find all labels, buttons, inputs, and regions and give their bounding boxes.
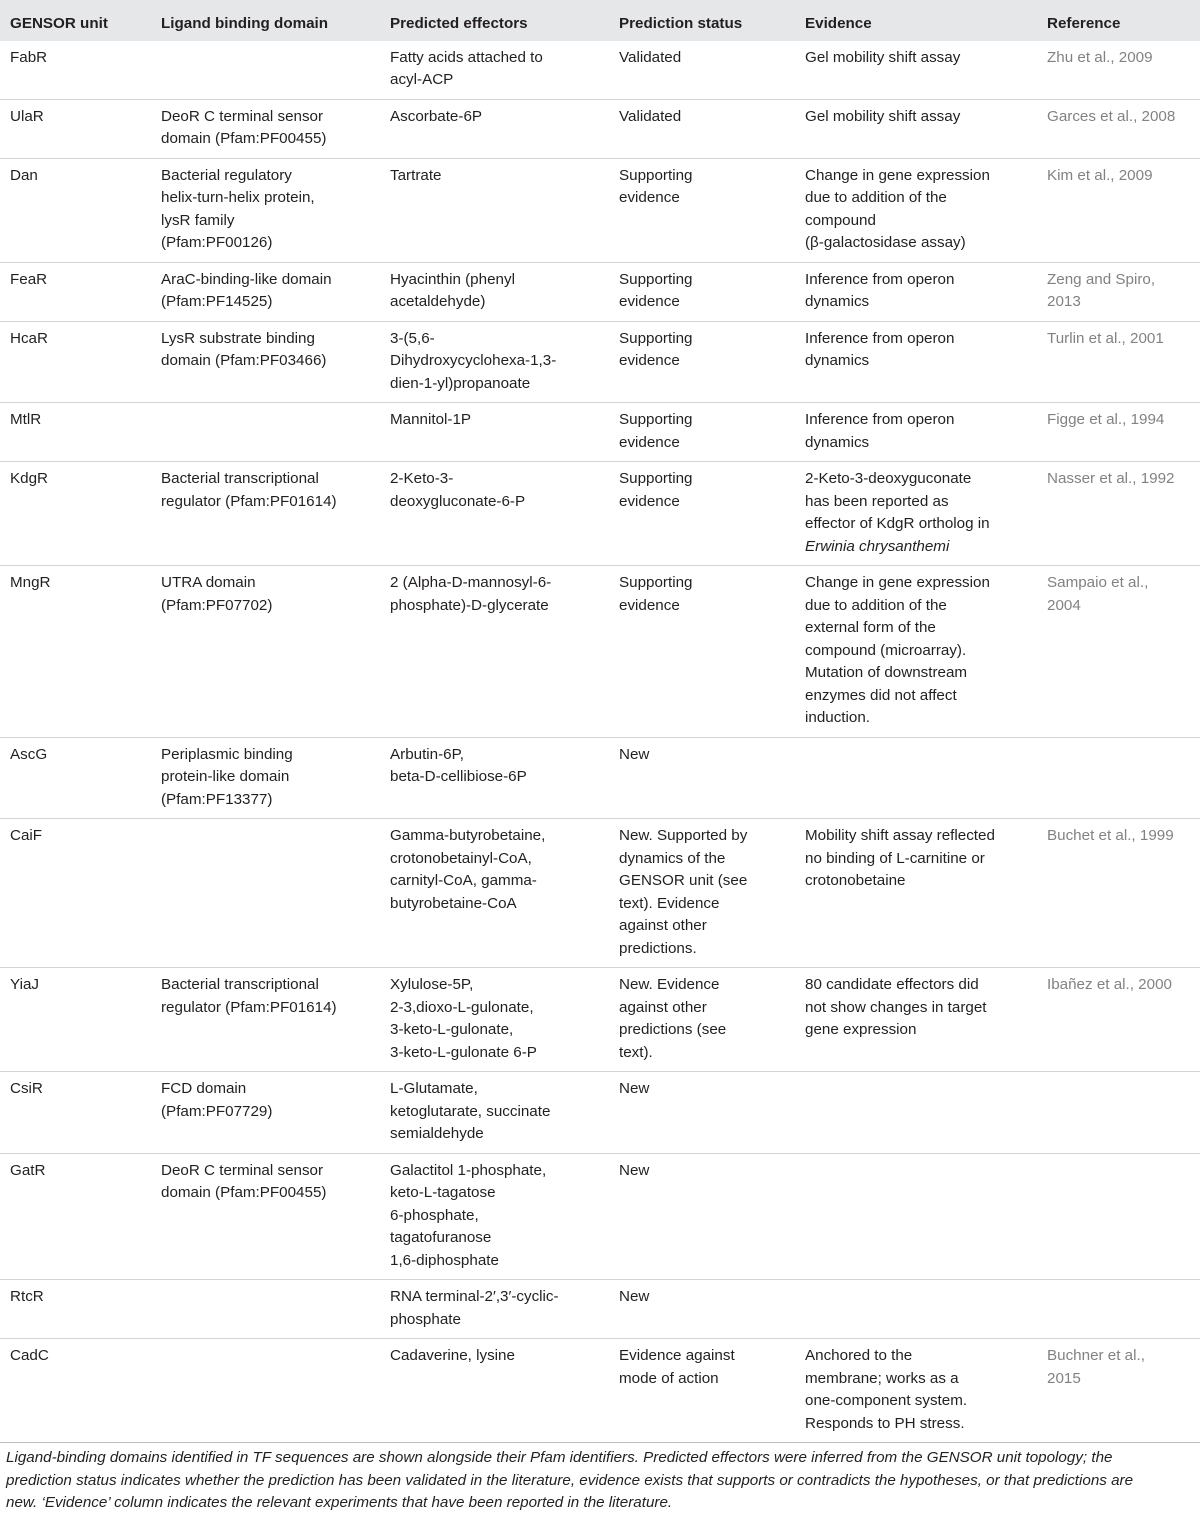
cell-line: Hyacinthin (phenyl	[390, 270, 515, 288]
cell-line: due to addition of the	[805, 596, 947, 614]
cell-evidence	[795, 1072, 1037, 1154]
cell-line: Nasser et al., 1992	[1047, 470, 1175, 487]
cell-line: Dihydroxycyclohexa-1,3-	[390, 352, 557, 369]
cell-line: Arbutin-6P,	[390, 745, 465, 763]
cell-predicted-effectors	[380, 1153, 609, 1280]
cell-ligand-binding-domain	[151, 321, 380, 403]
cell-line: no binding of L-carnitine or	[805, 849, 985, 867]
cell-predicted-effectors	[380, 321, 609, 403]
cell-line: one-component system.	[805, 1392, 968, 1409]
cell-line: Buchner et al.,	[1047, 1347, 1145, 1364]
cell-evidence	[795, 403, 1037, 462]
cell-line: Inference from operon	[805, 270, 955, 288]
cell-prediction-status	[609, 262, 795, 321]
cell-line: text). Evidence	[619, 894, 720, 912]
cell-line: text).	[619, 1043, 653, 1061]
cell-prediction-status	[609, 1339, 795, 1443]
cell-line: Bacterial transcriptional	[161, 470, 319, 487]
cell-predicted-effectors	[380, 819, 609, 968]
cell-gensor-unit: YiaJ	[0, 968, 151, 1072]
table-row	[0, 41, 1200, 100]
column-header-ligand-binding-domain: Ligand binding domain	[161, 15, 329, 32]
cell-line: Sampaio et al.,	[1047, 574, 1149, 591]
cell-ligand-binding-domain	[151, 737, 380, 819]
cell-gensor-unit: RtcR	[0, 1280, 151, 1339]
cell-line: dynamics	[805, 352, 870, 369]
cell-line: Figge et al., 1994	[1047, 411, 1165, 428]
cell-gensor-unit: UlaR	[0, 99, 151, 158]
cell-line: Mutation of downstream	[805, 664, 968, 681]
cell-line: (Pfam:PF07729)	[161, 1102, 273, 1120]
cell-reference	[1037, 1339, 1200, 1443]
cell-predicted-effectors	[380, 737, 609, 819]
table-row	[0, 819, 1200, 968]
cell-line: mode of action	[619, 1369, 719, 1387]
cell-line: (β-galactosidase assay)	[805, 234, 966, 251]
cell-line: acyl-ACP	[390, 71, 454, 88]
cell-gensor-unit: HcaR	[0, 321, 151, 403]
cell-line: Inference from operon	[805, 329, 955, 347]
cell-reference	[1037, 1280, 1200, 1339]
cell-reference	[1037, 41, 1200, 100]
cell-line: membrane; works as a	[805, 1369, 959, 1387]
cell-predicted-effectors	[380, 968, 609, 1072]
cell-line: 6-phosphate,	[390, 1206, 479, 1224]
cell-line: butyrobetaine-CoA	[390, 894, 517, 912]
cell-gensor-unit: FabR	[0, 41, 151, 100]
cell-line: domain (Pfam:PF00455)	[161, 130, 327, 147]
cell-line: Change in gene expression	[805, 574, 990, 591]
cell-line: compound (microarray).	[805, 641, 967, 659]
table-row	[0, 968, 1200, 1072]
cell-line: dynamics of the	[619, 849, 726, 867]
cell-line: Zhu et al., 2009	[1047, 48, 1153, 66]
cell-predicted-effectors	[380, 158, 609, 262]
cell-evidence	[795, 41, 1037, 100]
cell-predicted-effectors	[380, 403, 609, 462]
cell-line: compound	[805, 211, 876, 229]
cell-line: due to addition of the	[805, 189, 947, 206]
cell-line: Evidence against	[619, 1347, 735, 1364]
cell-line: 2-Keto-3-deoxyguconate	[805, 470, 972, 487]
table-row	[0, 1072, 1200, 1154]
cell-line: Supporting	[619, 270, 693, 288]
cell-line: 2013	[1047, 293, 1081, 310]
cell-line: has been reported as	[805, 492, 949, 510]
cell-line: Gamma-butyrobetaine,	[390, 827, 546, 844]
cell-line: Validated	[619, 48, 682, 66]
cell-evidence	[795, 819, 1037, 968]
cell-prediction-status	[609, 99, 795, 158]
cell-evidence	[795, 321, 1037, 403]
cell-line: Mobility shift assay reflected	[805, 827, 995, 844]
cell-reference	[1037, 737, 1200, 819]
cell-line: predictions (see	[619, 1021, 727, 1038]
cell-predicted-effectors	[380, 1339, 609, 1443]
cell-gensor-unit: MngR	[0, 566, 151, 738]
cell-reference	[1037, 462, 1200, 566]
cell-reference	[1037, 1072, 1200, 1154]
cell-prediction-status	[609, 1153, 795, 1280]
table-row	[0, 99, 1200, 158]
cell-line: Galactitol 1-phosphate,	[390, 1161, 547, 1179]
cell-line: dynamics	[805, 293, 870, 310]
cell-line: evidence	[619, 492, 680, 510]
cell-prediction-status	[609, 158, 795, 262]
cell-line: semialdehyde	[390, 1125, 484, 1142]
cell-line: New	[619, 1161, 650, 1179]
cell-reference	[1037, 566, 1200, 738]
table-caption	[0, 1443, 1200, 1515]
cell-line: Validated	[619, 107, 682, 125]
cell-evidence	[795, 262, 1037, 321]
cell-line: tagatofuranose	[390, 1229, 492, 1246]
cell-line: gene expression	[805, 1021, 917, 1038]
cell-line: Garces et al., 2008	[1047, 107, 1176, 125]
cell-line: evidence	[619, 352, 680, 369]
cell-reference	[1037, 321, 1200, 403]
cell-ligand-binding-domain	[151, 99, 380, 158]
cell-line: LysR substrate binding	[161, 329, 315, 347]
cell-line: domain (Pfam:PF03466)	[161, 352, 327, 369]
cell-ligand-binding-domain	[151, 1153, 380, 1280]
cell-line: Anchored to the	[805, 1347, 913, 1364]
cell-line: Bacterial transcriptional	[161, 976, 319, 993]
column-header-prediction-status: Prediction status	[619, 15, 743, 32]
cell-line: protein-like domain	[161, 768, 290, 785]
cell-line: New	[619, 1080, 650, 1097]
cell-evidence	[795, 1339, 1037, 1443]
cell-line: regulator (Pfam:PF01614)	[161, 492, 337, 510]
cell-gensor-unit: GatR	[0, 1153, 151, 1280]
cell-line: against other	[619, 917, 707, 934]
cell-evidence	[795, 158, 1037, 262]
column-header-gensor-unit: GENSOR unit	[10, 15, 108, 32]
cell-line: New	[619, 1288, 650, 1305]
cell-gensor-unit: CaiF	[0, 819, 151, 968]
cell-ligand-binding-domain	[151, 819, 380, 968]
cell-predicted-effectors	[380, 262, 609, 321]
cell-line: Inference from operon	[805, 411, 955, 428]
cell-line: Zeng and Spiro,	[1047, 270, 1156, 288]
table-row	[0, 566, 1200, 738]
cell-line: ketoglutarate, succinate	[390, 1102, 551, 1120]
cell-line: deoxygluconate-6-P	[390, 492, 526, 510]
cell-line: keto-L-tagatose	[390, 1184, 496, 1201]
cell-line: predictions.	[619, 939, 697, 957]
cell-prediction-status	[609, 403, 795, 462]
cell-line: AraC-binding-like domain	[161, 270, 332, 288]
table-row	[0, 462, 1200, 566]
cell-ligand-binding-domain	[151, 462, 380, 566]
cell-reference	[1037, 99, 1200, 158]
cell-line: phosphate)-D-glycerate	[390, 596, 549, 614]
cell-line: effector of KdgR ortholog in	[805, 515, 990, 532]
table-row	[0, 403, 1200, 462]
cell-reference	[1037, 1153, 1200, 1280]
cell-line: acetaldehyde)	[390, 293, 486, 310]
cell-line: Fatty acids attached to	[390, 48, 543, 66]
cell-prediction-status	[609, 819, 795, 968]
cell-predicted-effectors	[380, 99, 609, 158]
cell-ligand-binding-domain	[151, 1339, 380, 1443]
cell-gensor-unit: Dan	[0, 158, 151, 262]
cell-prediction-status	[609, 737, 795, 819]
cell-line: New	[619, 745, 650, 763]
cell-ligand-binding-domain	[151, 158, 380, 262]
cell-reference	[1037, 262, 1200, 321]
cell-predicted-effectors	[380, 566, 609, 738]
cell-evidence	[795, 1280, 1037, 1339]
cell-line: UTRA domain	[161, 574, 256, 591]
cell-line: Ascorbate-6P	[390, 107, 483, 125]
cell-gensor-unit: CadC	[0, 1339, 151, 1443]
table-row	[0, 158, 1200, 262]
cell-evidence	[795, 99, 1037, 158]
cell-line: Tartrate	[390, 166, 442, 184]
table-header-row	[0, 0, 1200, 41]
cell-line: dien-1-yl)propanoate	[390, 374, 531, 392]
cell-line: Ibañez et al., 2000	[1047, 976, 1172, 993]
cell-ligand-binding-domain	[151, 566, 380, 738]
cell-line: evidence	[619, 596, 680, 614]
cell-line: Bacterial regulatory	[161, 166, 292, 184]
cell-ligand-binding-domain	[151, 968, 380, 1072]
cell-line: Gel mobility shift assay	[805, 107, 961, 125]
cell-reference	[1037, 158, 1200, 262]
cell-prediction-status	[609, 1072, 795, 1154]
cell-line: (Pfam:PF13377)	[161, 790, 273, 808]
cell-line: Supporting	[619, 166, 693, 184]
cell-line: Erwinia chrysanthemi	[805, 537, 950, 555]
cell-line: Buchet et al., 1999	[1047, 827, 1174, 844]
table-row	[0, 262, 1200, 321]
cell-line: New. Evidence	[619, 976, 720, 993]
cell-line: against other	[619, 998, 707, 1016]
cell-line: Periplasmic binding	[161, 745, 293, 763]
cell-line: 80 candidate effectors did	[805, 976, 979, 993]
cell-line: Cadaverine, lysine	[390, 1347, 515, 1364]
cell-ligand-binding-domain	[151, 1280, 380, 1339]
cell-line: Supporting	[619, 329, 693, 347]
cell-line: New. Supported by	[619, 827, 748, 844]
cell-prediction-status	[609, 968, 795, 1072]
cell-reference	[1037, 968, 1200, 1072]
cell-predicted-effectors	[380, 462, 609, 566]
cell-line: 2-Keto-3-	[390, 470, 454, 487]
cell-prediction-status	[609, 41, 795, 100]
cell-line: Supporting	[619, 574, 693, 591]
table-row	[0, 1339, 1200, 1443]
cell-line: Supporting	[619, 470, 693, 487]
cell-line: 3-keto-L-gulonate 6-P	[390, 1043, 537, 1061]
column-header-reference: Reference	[1047, 15, 1121, 32]
cell-gensor-unit: KdgR	[0, 462, 151, 566]
cell-line: Kim et al., 2009	[1047, 166, 1153, 184]
table-row	[0, 1280, 1200, 1339]
cell-evidence	[795, 737, 1037, 819]
table-row	[0, 737, 1200, 819]
cell-line: phosphate	[390, 1310, 461, 1328]
cell-prediction-status	[609, 321, 795, 403]
cell-line: Responds to PH stress.	[805, 1414, 965, 1432]
cell-line: Turlin et al., 2001	[1047, 329, 1164, 347]
column-header-evidence: Evidence	[805, 15, 872, 32]
table-row	[0, 1153, 1200, 1280]
cell-line: crotonobetaine	[805, 872, 906, 889]
cell-line: lysR family	[161, 211, 235, 229]
cell-evidence	[795, 1153, 1037, 1280]
cell-line: domain (Pfam:PF00455)	[161, 1184, 327, 1201]
cell-reference	[1037, 819, 1200, 968]
cell-line: GENSOR unit (see	[619, 872, 748, 889]
cell-line: external form of the	[805, 619, 936, 636]
cell-predicted-effectors	[380, 1072, 609, 1154]
caption-line: Ligand-binding domains identified in TF sequences are shown alongside their Pfam identifiers. Predicted effectors were inferred from the GENSOR unit topology; the	[6, 1449, 1113, 1466]
table-body	[0, 41, 1200, 1443]
cell-line: 2-3,dioxo-L-gulonate,	[390, 998, 534, 1016]
cell-evidence	[795, 462, 1037, 566]
cell-gensor-unit: FeaR	[0, 262, 151, 321]
cell-line: Mannitol-1P	[390, 411, 472, 428]
cell-line: (Pfam:PF07702)	[161, 596, 273, 614]
cell-line: 3-keto-L-gulonate,	[390, 1021, 514, 1038]
cell-evidence	[795, 968, 1037, 1072]
cell-line: evidence	[619, 433, 680, 451]
cell-line: DeoR C terminal sensor	[161, 107, 324, 125]
cell-line: induction.	[805, 709, 871, 726]
cell-line: evidence	[619, 189, 680, 206]
caption-line: prediction status indicates whether the prediction has been validated in the literature, evidence exists that supports or contradicts the hypotheses, or that predictions are	[6, 1471, 1134, 1489]
cell-line: Gel mobility shift assay	[805, 48, 961, 66]
cell-line: not show changes in target	[805, 998, 987, 1016]
cell-line: FCD domain	[161, 1080, 247, 1097]
cell-line: 2 (Alpha-D-mannosyl-6-	[390, 574, 552, 591]
cell-line: dynamics	[805, 433, 870, 451]
cell-line: 2004	[1047, 596, 1081, 614]
cell-predicted-effectors	[380, 1280, 609, 1339]
cell-prediction-status	[609, 1280, 795, 1339]
cell-line: enzymes did not affect	[805, 686, 957, 704]
column-header-predicted-effectors: Predicted effectors	[390, 15, 528, 32]
cell-line: Xylulose-5P,	[390, 976, 474, 993]
cell-gensor-unit: CsiR	[0, 1072, 151, 1154]
cell-line: beta-D-cellibiose-6P	[390, 768, 527, 785]
cell-gensor-unit: MtlR	[0, 403, 151, 462]
cell-ligand-binding-domain	[151, 41, 380, 100]
cell-line: (Pfam:PF00126)	[161, 234, 273, 251]
cell-line: DeoR C terminal sensor	[161, 1161, 324, 1179]
table-row	[0, 321, 1200, 403]
cell-gensor-unit: AscG	[0, 737, 151, 819]
cell-ligand-binding-domain	[151, 1072, 380, 1154]
cell-predicted-effectors	[380, 41, 609, 100]
cell-line: Change in gene expression	[805, 166, 990, 184]
cell-prediction-status	[609, 566, 795, 738]
cell-line: Supporting	[619, 411, 693, 428]
cell-line: 2015	[1047, 1369, 1081, 1387]
cell-line: regulator (Pfam:PF01614)	[161, 998, 337, 1016]
cell-line: L-Glutamate,	[390, 1080, 478, 1097]
cell-line: evidence	[619, 293, 680, 310]
cell-line: crotonobetainyl-CoA,	[390, 849, 532, 867]
cell-line: helix-turn-helix protein,	[161, 189, 315, 206]
cell-line: (Pfam:PF14525)	[161, 293, 273, 310]
cell-line: 1,6-diphosphate	[390, 1251, 499, 1269]
cell-line: carnityl-CoA, gamma-	[390, 872, 537, 889]
cell-ligand-binding-domain	[151, 403, 380, 462]
cell-prediction-status	[609, 462, 795, 566]
cell-ligand-binding-domain	[151, 262, 380, 321]
cell-reference	[1037, 403, 1200, 462]
cell-evidence	[795, 566, 1037, 738]
cell-line: RNA terminal-2′,3′-cyclic-	[390, 1288, 559, 1305]
caption-line: new. ‘Evidence’ column indicates the relevant experiments that have been reported in the literature.	[6, 1494, 673, 1511]
cell-line: 3-(5,6-	[390, 329, 435, 347]
